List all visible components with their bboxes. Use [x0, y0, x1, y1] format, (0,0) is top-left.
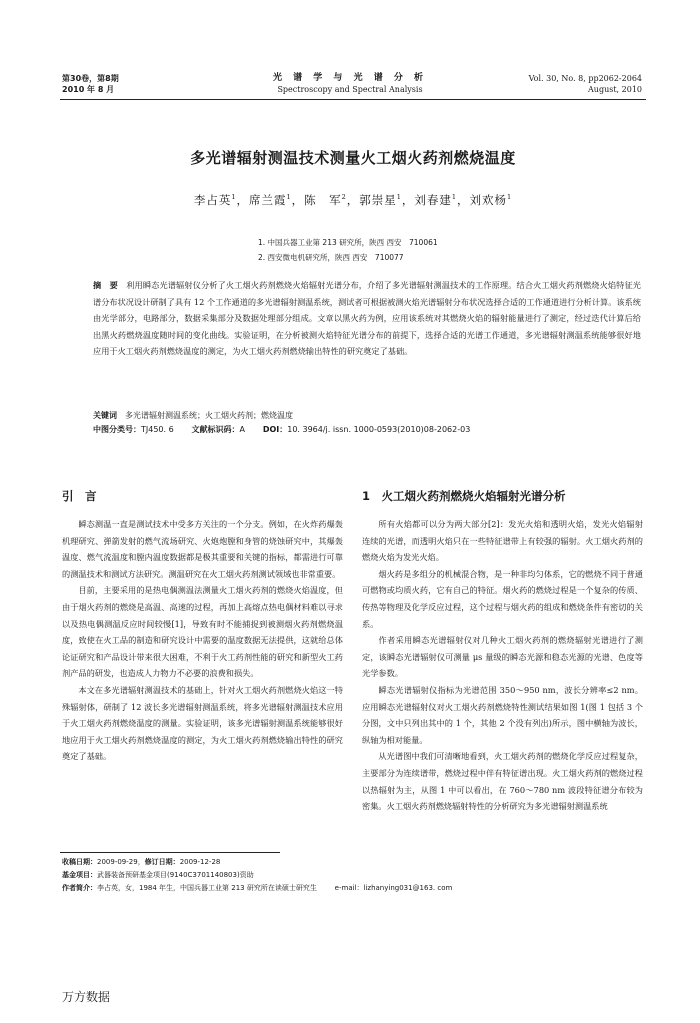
doi-value: 10. 3964/j. issn. 1000-0593(2010)08-2062-03 — [287, 425, 471, 434]
paragraph: 烟火药是多组分的机械混合物，是一种非均匀体系，它的燃烧不同于普通可燃物或均质火药，它有自己的特征。烟火药的燃烧过程是一个复杂的传质、传热等物理及化学反应过程，这个过程与烟火药的组成和燃烧条件有密切的关系。 — [362, 568, 643, 629]
fund-text: 武器装备预研基金项目(9140C3701140803)资助 — [97, 871, 254, 879]
author-list — [60, 192, 646, 208]
paragraph: 目前，主要采用的是热电偶测温法测量火工烟火药剂的燃烧火焰温度，但由于烟火药剂的燃烧是高温、高速的过程，再加上高熔点热电偶材料难以寻求以及热电偶测温反应时间较慢[1]，导致有时不能捕捉到被测烟火药剂燃烧温度，致使在火工品的制造和研究设计中需要的温度数据无法提供，这就给总体论证研究和产品设计带来很大困难，不利于火工药剂性能的研究和新型火工药剂产品的研发，也造成人力物力不必要的浪费和损失。 — [62, 585, 343, 679]
abstract-label: 摘 要 — [93, 280, 118, 290]
doc-code-value: A — [239, 425, 245, 434]
keywords-text: 多光谱辐射测温系统；火工烟火药剂；燃烧温度 — [125, 411, 293, 420]
section-1-heading: 1 火工烟火药剂燃烧火焰辐射光谱分析 — [362, 489, 566, 503]
footnote-dates: 收稿日期：2009-09-29，修订日期：2009-12-28 — [62, 858, 221, 866]
footnote-bio: 作者简介：李占英，女，1984 年生，中国兵器工业第 213 研究所在读硕士研究生 e-mail：lizhanying031@163. com — [62, 884, 453, 892]
classification-line — [93, 423, 641, 437]
affiliation-1: 1. 中国兵器工业第 213 研究所，陕西 西安 710061 — [258, 238, 438, 247]
journal-name — [230, 73, 470, 95]
affiliation-2: 2. 西安微电机研究所，陕西 西安 710077 — [258, 253, 404, 262]
paragraph: 本文在多光谱辐射测温技术的基础上，针对火工烟火药剂燃烧火焰这一特殊辐射体，研制了 12 波长多光谱辐射测温系统，将多光谱辐射测温技术应用于火工烟火药剂燃烧温度的测量。实验证明，该多光谱辐射测温系统能够很好地应用于火工烟火药剂燃烧温度的测定，为火工烟火药剂燃烧输出特性的研究奠定了基础。 — [62, 684, 343, 762]
paragraph: 作者采用瞬态光谱辐射仪对几种火工烟火药剂的燃烧辐射光谱进行了测定，该瞬态光谱辐射仪可测量 μs 量级的瞬态光源和稳态光源的光谱、色度等光学参数。 — [362, 635, 643, 679]
keywords — [93, 409, 641, 423]
paragraph: 从光谱图中我们可清晰地看到，火工烟火药剂的燃烧化学反应过程复杂，主要部分为连续谱带，燃烧过程中伴有特征谱出现。火工烟火药剂的燃烧过程以热辐射为主，从图 1 中可以看出，在 760～780 nm 波段特征谱分布较为密集。火工烟火药剂燃烧辐射特性的分析研究为多光谱辐射测温系统 — [362, 751, 643, 812]
clc-label: 中图分类号： — [93, 425, 141, 434]
footnote-rule — [60, 852, 280, 853]
bio-text: 李占英，女，1984 年生，中国兵器工业第 213 研究所在读硕士研究生 — [97, 884, 317, 892]
watermark-text: 万方数据 — [62, 990, 111, 1004]
issue-info-en — [529, 73, 642, 95]
author: 李占英$^1$， — [193, 193, 249, 207]
journal-name-cn: 光 谱 学 与 光 谱 分 析 — [273, 73, 427, 83]
author: 陈 军$^2$， — [304, 193, 360, 207]
author: 席兰霞$^1$， — [248, 193, 305, 207]
date-en: August, 2010 — [588, 85, 642, 94]
issue-info — [62, 73, 119, 95]
abstract-text: 利用瞬态光谱辐射仪分析了火工烟火药剂燃烧火焰辐射光谱分布，介绍了多光谱辐射测温技术的工作原理。结合火工烟火药剂燃烧火焰特征光谱分布状况设计研制了具有 12 个工作通道的多光谱辐射测温系统，测试者可根据被测火焰光谱辐射分布状况选择合适的工作通道进行分析计算。该系统由光学部分，电路部分，数据采集部分及数据处理部分组成。文章以黑火药为例，应用该系统对其燃烧火焰的辐射能量进行了测定，经过迭代计算后给出黑火药燃烧温度随时间的变化曲线。实验证明，在分析被测火焰特征光谱分布的前提下，选择合适的光谱工作通道，多光谱辐射测温系统能够很好地应用于火工烟火药剂燃烧温度的测定，为火工烟火药剂燃烧输出特性的研究奠定了基础。 — [93, 280, 641, 357]
paragraph: 所有火焰都可以分为两大部分[2]：发光火焰和透明火焰，发光火焰辐射连续的光谱，而透明火焰只在一些特征谱带上有较强的辐射。火工烟火药剂的燃烧火焰为发光火焰。 — [362, 519, 643, 563]
intro-heading: 引 言 — [62, 489, 97, 503]
received-date: 2009-09-29 — [97, 858, 138, 866]
doi-label: DOI： — [262, 425, 288, 434]
author: 郭崇星$^1$， — [359, 193, 415, 207]
volume-pages-en: Vol. 30, No. 8, pp2062-2064 — [528, 74, 642, 83]
revised-date: 2009-12-28 — [179, 858, 221, 866]
footnote-fund: 基金项目：武器装备预研基金项目(9140C3701140803)资助 — [62, 871, 254, 879]
author: 刘欢杨$^1$ — [469, 193, 513, 207]
author-email: e-mail：lizhanying031@163. com — [334, 884, 453, 892]
doc-code-label: 文献标识码： — [191, 425, 240, 434]
date-cn: 2010 年 8 月 — [62, 85, 115, 94]
paper-title: 多光谱辐射测温技术测量火工烟火药剂燃烧温度 — [190, 149, 516, 167]
intro-body — [62, 516, 343, 765]
clc-value: TJ450. 6 — [141, 425, 174, 434]
volume-issue-cn: 第30卷，第8期 — [62, 74, 119, 83]
header-rule — [60, 99, 646, 100]
author: 刘春建$^1$， — [414, 193, 470, 207]
section-1-body — [362, 516, 643, 815]
journal-name-en: Spectroscopy and Spectral Analysis — [277, 85, 423, 94]
abstract — [93, 277, 641, 360]
paragraph: 瞬态光谱辐射仪指标为光谱范围 350～950 nm，波长分辨率≤2 nm。应用瞬态光谱辐射仪对火工烟火药剂燃烧特性测试结果如图 1(图 1 包括 3 个分图，文中只列出其中的 1 个，其他 2 个没有列出)所示，图中横轴为波长，纵轴为相对能量。 — [362, 684, 643, 745]
keywords-label: 关键词 — [93, 411, 117, 420]
paragraph: 瞬态测温一直是测试技术中受多方关注的一个分支。例如，在火炸药爆轰机理研究、弹箭发射的燃气流场研究、火炮炮膛和身管的烧蚀研究中，其爆轰温度、燃气流温度和膛内温度数据都是极其重要和关键的指标，都需进行可靠的测温技术和测试方法研究。测温研究在火工烟火药剂测试领域也非常重要。 — [62, 519, 343, 579]
